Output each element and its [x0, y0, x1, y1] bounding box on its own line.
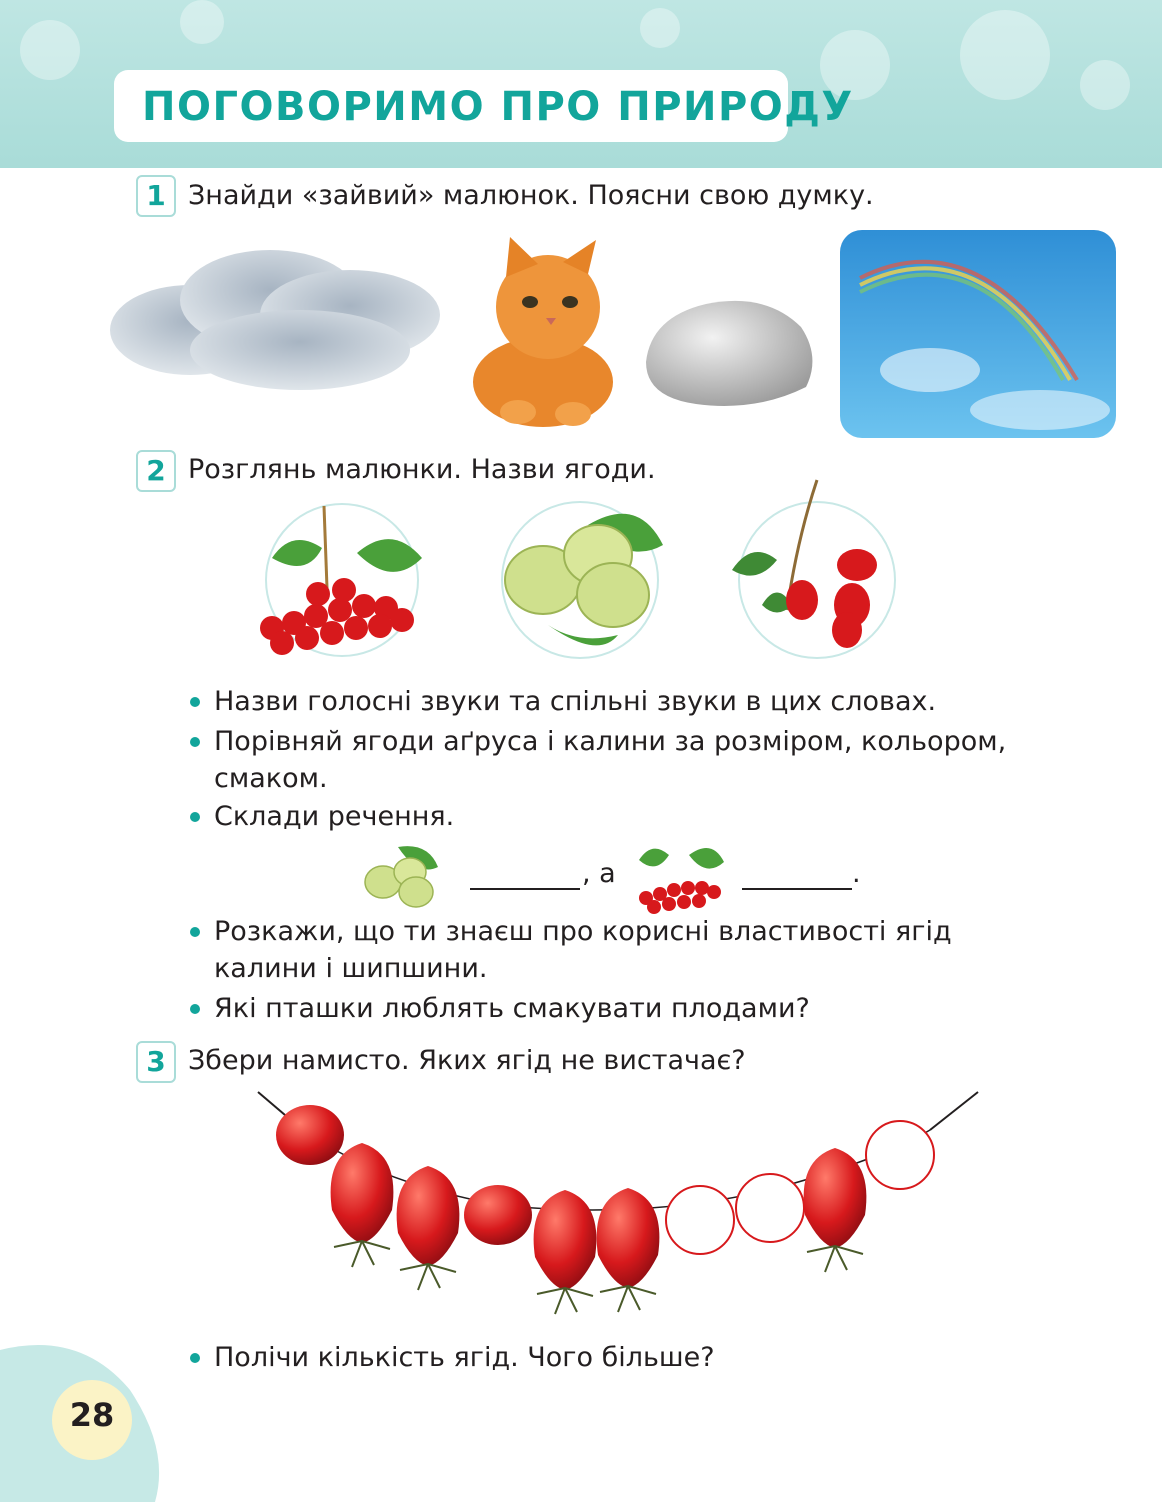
rosehip-image: [722, 480, 907, 665]
viburnum-thumbnail: [634, 830, 726, 914]
bullet-text: Які пташки люблять смакувати плодами?: [214, 993, 810, 1024]
rainbow-sky-image: [840, 230, 1116, 438]
cloud-image: [100, 230, 470, 410]
task-3-number: 3: [136, 1041, 176, 1083]
necklace-bead-empty[interactable]: [666, 1186, 734, 1254]
necklace-bead-empty[interactable]: [736, 1174, 804, 1242]
viburnum-image: [252, 498, 432, 658]
sentence-end: .: [852, 858, 861, 889]
bullet-text-cont: калини і шипшини.: [214, 953, 488, 984]
gooseberry-thumbnail: [358, 842, 440, 912]
necklace-bead-round: [276, 1105, 344, 1165]
necklace: [0, 1080, 1162, 1330]
necklace-bead-rosehip: [534, 1190, 597, 1314]
bullet-dot: [190, 737, 200, 747]
sentence-connector: , а: [582, 858, 616, 889]
decor-bubble: [1080, 60, 1130, 110]
task-3-text: Збери намисто. Яких ягід не вистачає?: [188, 1045, 746, 1076]
necklace-bead-rosehip: [597, 1188, 660, 1312]
answer-blank-2[interactable]: [742, 888, 852, 890]
bullet-text: Розкажи, що ти знаєш про корисні властивості ягід: [214, 916, 952, 947]
decor-bubble: [960, 10, 1050, 100]
bullet-text: Порівняй ягоди аґруса і калини за розміром, кольором,: [214, 726, 1007, 757]
bullet-dot: [190, 1004, 200, 1014]
task-1-text: Знайди «зайвий» малюнок. Поясни свою думку.: [188, 180, 874, 211]
page-number: 28: [69, 1396, 115, 1434]
bullet-text: Назви голосні звуки та спільні звуки в цих словах.: [214, 686, 937, 717]
bullet-dot: [190, 812, 200, 822]
bullet-dot: [190, 697, 200, 707]
gooseberry-image: [488, 495, 673, 665]
kitten-image: [448, 232, 633, 432]
necklace-bead-rosehip: [397, 1166, 460, 1290]
necklace-bead-round: [464, 1185, 532, 1245]
page-title: ПОГОВОРИМО ПРО ПРИРОДУ: [142, 84, 854, 130]
bullet-text: Склади речення.: [214, 801, 455, 832]
necklace-bead-rosehip: [804, 1148, 867, 1272]
task-2-number: 2: [136, 450, 176, 492]
decor-bubble: [640, 8, 680, 48]
task-2-text: Розглянь малюнки. Назви ягоди.: [188, 454, 656, 485]
bullet-text: Полічи кількість ягід. Чого більше?: [214, 1342, 715, 1373]
bullet-dot: [190, 1353, 200, 1363]
necklace-bead-rosehip: [331, 1143, 394, 1267]
bullet-text-cont: смаком.: [214, 763, 328, 794]
answer-blank-1[interactable]: [470, 888, 580, 890]
task-1-number: 1: [136, 175, 176, 217]
stone-image: [636, 292, 821, 410]
necklace-bead-empty[interactable]: [866, 1121, 934, 1189]
decor-bubble: [20, 20, 80, 80]
bullet-dot: [190, 927, 200, 937]
decor-bubble: [180, 0, 224, 44]
